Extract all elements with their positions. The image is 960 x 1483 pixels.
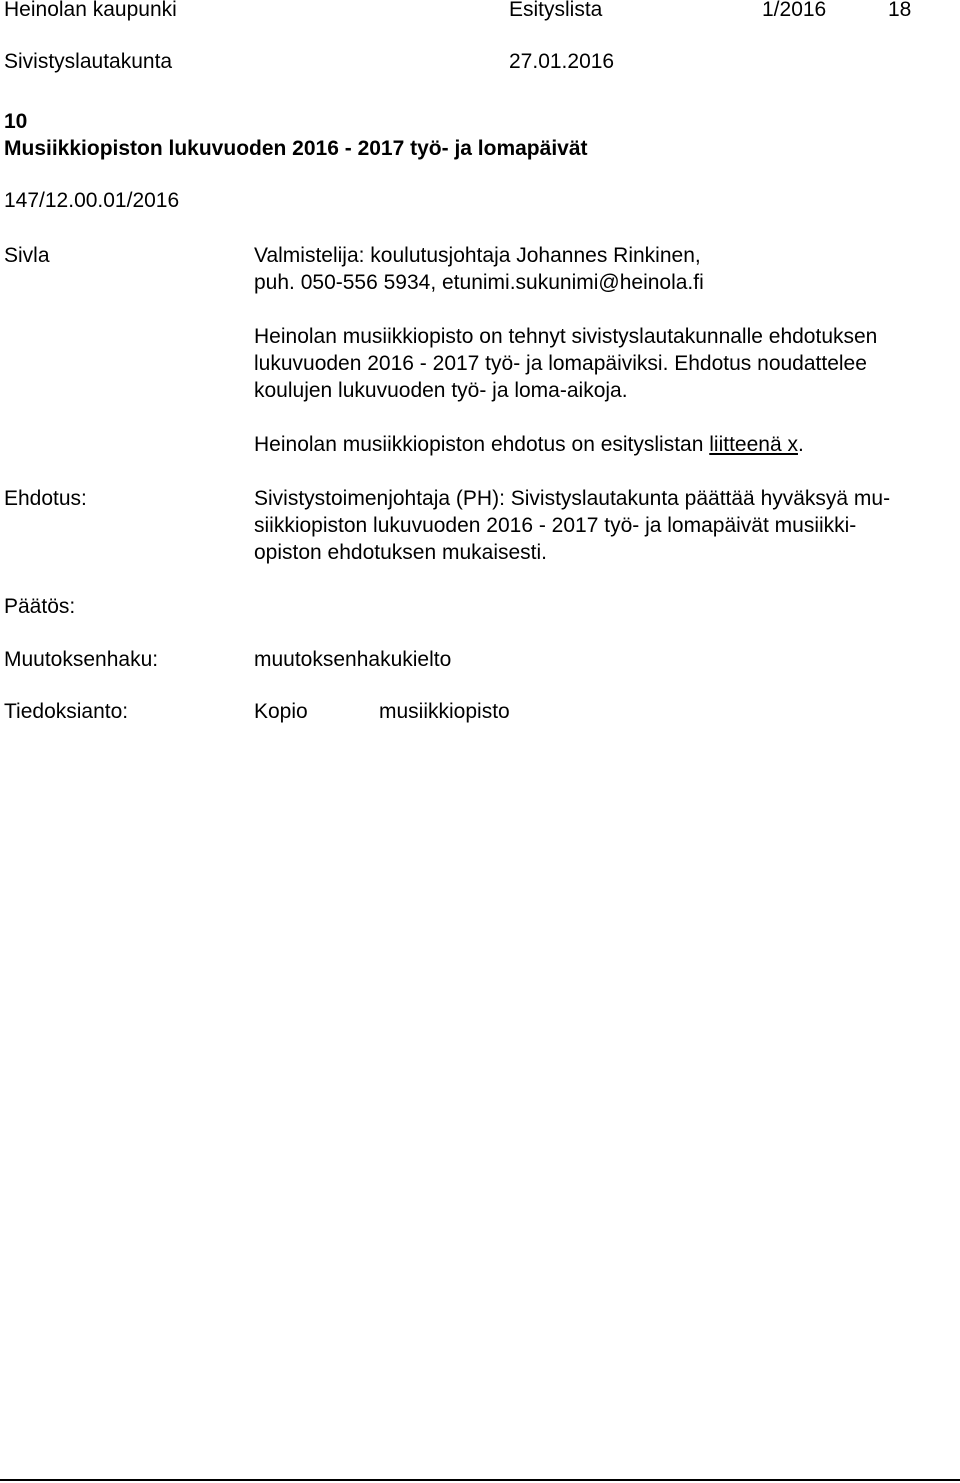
body-paragraph-line-2: lukuvuoden 2016 - 2017 työ- ja lomapäiviksi. Ehdotus noudattelee bbox=[254, 352, 867, 375]
notification-recipient: musiikkiopisto bbox=[379, 700, 510, 723]
reference-number: 147/12.00.01/2016 bbox=[4, 189, 180, 212]
attachment-text: Heinolan musiikkiopiston ehdotus on esityslistan bbox=[254, 433, 710, 456]
appeal-label: Muutoksenhaku: bbox=[4, 648, 159, 671]
proposal-line-1: Sivistystoimenjohtaja (PH): Sivistyslautakunta päättää hyväksyä mu- bbox=[254, 487, 891, 510]
document-type: Esityslista bbox=[509, 0, 603, 21]
preparation-label: Sivla bbox=[4, 244, 50, 267]
meeting-date: 27.01.2016 bbox=[509, 50, 615, 73]
notification-label: Tiedoksianto: bbox=[4, 700, 129, 723]
notification-type: Kopio bbox=[254, 700, 308, 723]
committee-name: Sivistyslautakunta bbox=[4, 50, 173, 73]
organization-name: Heinolan kaupunki bbox=[4, 0, 177, 21]
decision-label: Päätös: bbox=[4, 595, 76, 618]
preparer-line-2: puh. 050-556 5934, etunimi.sukunimi@heinola.fi bbox=[254, 271, 704, 294]
body-paragraph-line-3: koulujen lukuvuoden työ- ja loma-aikoja. bbox=[254, 379, 628, 402]
proposal-label: Ehdotus: bbox=[4, 487, 87, 510]
attachment-paragraph bbox=[254, 432, 804, 458]
proposal-line-3: opiston ehdotuksen mukaisesti. bbox=[254, 541, 548, 564]
item-title: Musiikkiopiston lukuvuoden 2016 - 2017 työ- ja lomapäivät bbox=[4, 137, 588, 160]
item-number: 10 bbox=[4, 110, 28, 133]
appeal-value: muutoksenhakukielto bbox=[254, 648, 452, 671]
document-number: 1/2016 bbox=[762, 0, 827, 21]
page-number: 18 bbox=[888, 0, 912, 21]
body-paragraph-line-1: Heinolan musiikkiopisto on tehnyt sivistyslautakunnalle ehdotuksen bbox=[254, 325, 878, 348]
preparer-line-1: Valmistelija: koulutusjohtaja Johannes Rinkinen, bbox=[254, 244, 701, 267]
attachment-link[interactable]: liitteenä x bbox=[709, 433, 798, 456]
attachment-period: . bbox=[797, 433, 804, 456]
proposal-line-2: siikkiopiston lukuvuoden 2016 - 2017 työ- ja lomapäivät musiikki- bbox=[254, 514, 857, 537]
bottom-divider bbox=[0, 1479, 960, 1481]
